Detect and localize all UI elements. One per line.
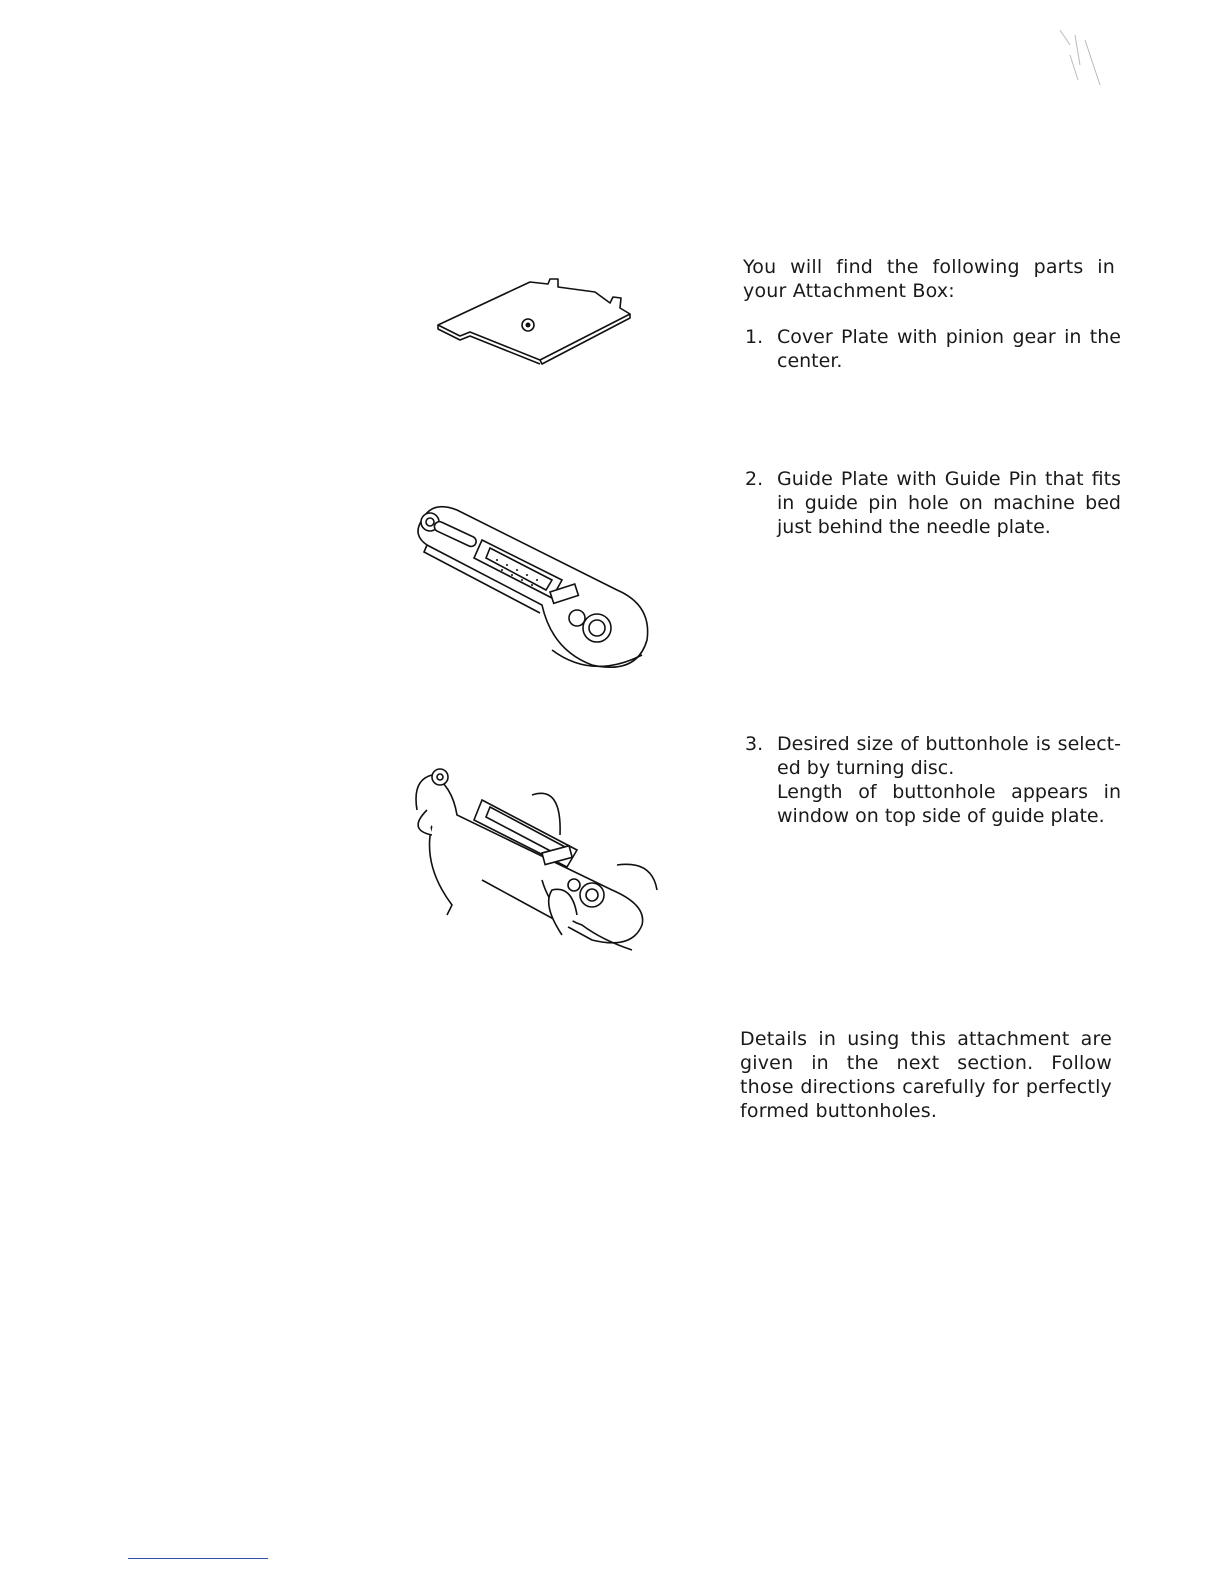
list-item	[745, 467, 1121, 539]
guide-plate-in-hand-illustration	[402, 755, 662, 955]
item-extra-text: Length of buttonhole appears in window on top side of guide plate.	[777, 781, 1121, 827]
item-number: 2.	[745, 468, 764, 490]
item-number: 3.	[745, 733, 764, 755]
list-item	[745, 732, 1121, 828]
cover-plate-illustration	[430, 270, 650, 370]
item-text: Cover Plate with pinion gear in the center.	[777, 326, 1121, 372]
item-text: Desired size of buttonhole is select-ed by turning disc.	[777, 733, 1121, 779]
item-number: 1.	[745, 326, 764, 348]
list-item	[745, 325, 1121, 373]
intro-text: You will find the following parts in your Attachment Box:	[743, 256, 1115, 302]
item-text: Guide Plate with Guide Pin that fits in guide pin hole on machine bed just behind the needle plate.	[777, 468, 1121, 538]
guide-plate-illustration	[402, 480, 652, 680]
outro-text: Details in using this attachment are given in the next section. Follow those directions carefully for perfectly formed buttonholes.	[740, 1028, 1112, 1122]
footer-divider	[128, 1558, 268, 1559]
scan-noise-mark	[1050, 25, 1110, 95]
